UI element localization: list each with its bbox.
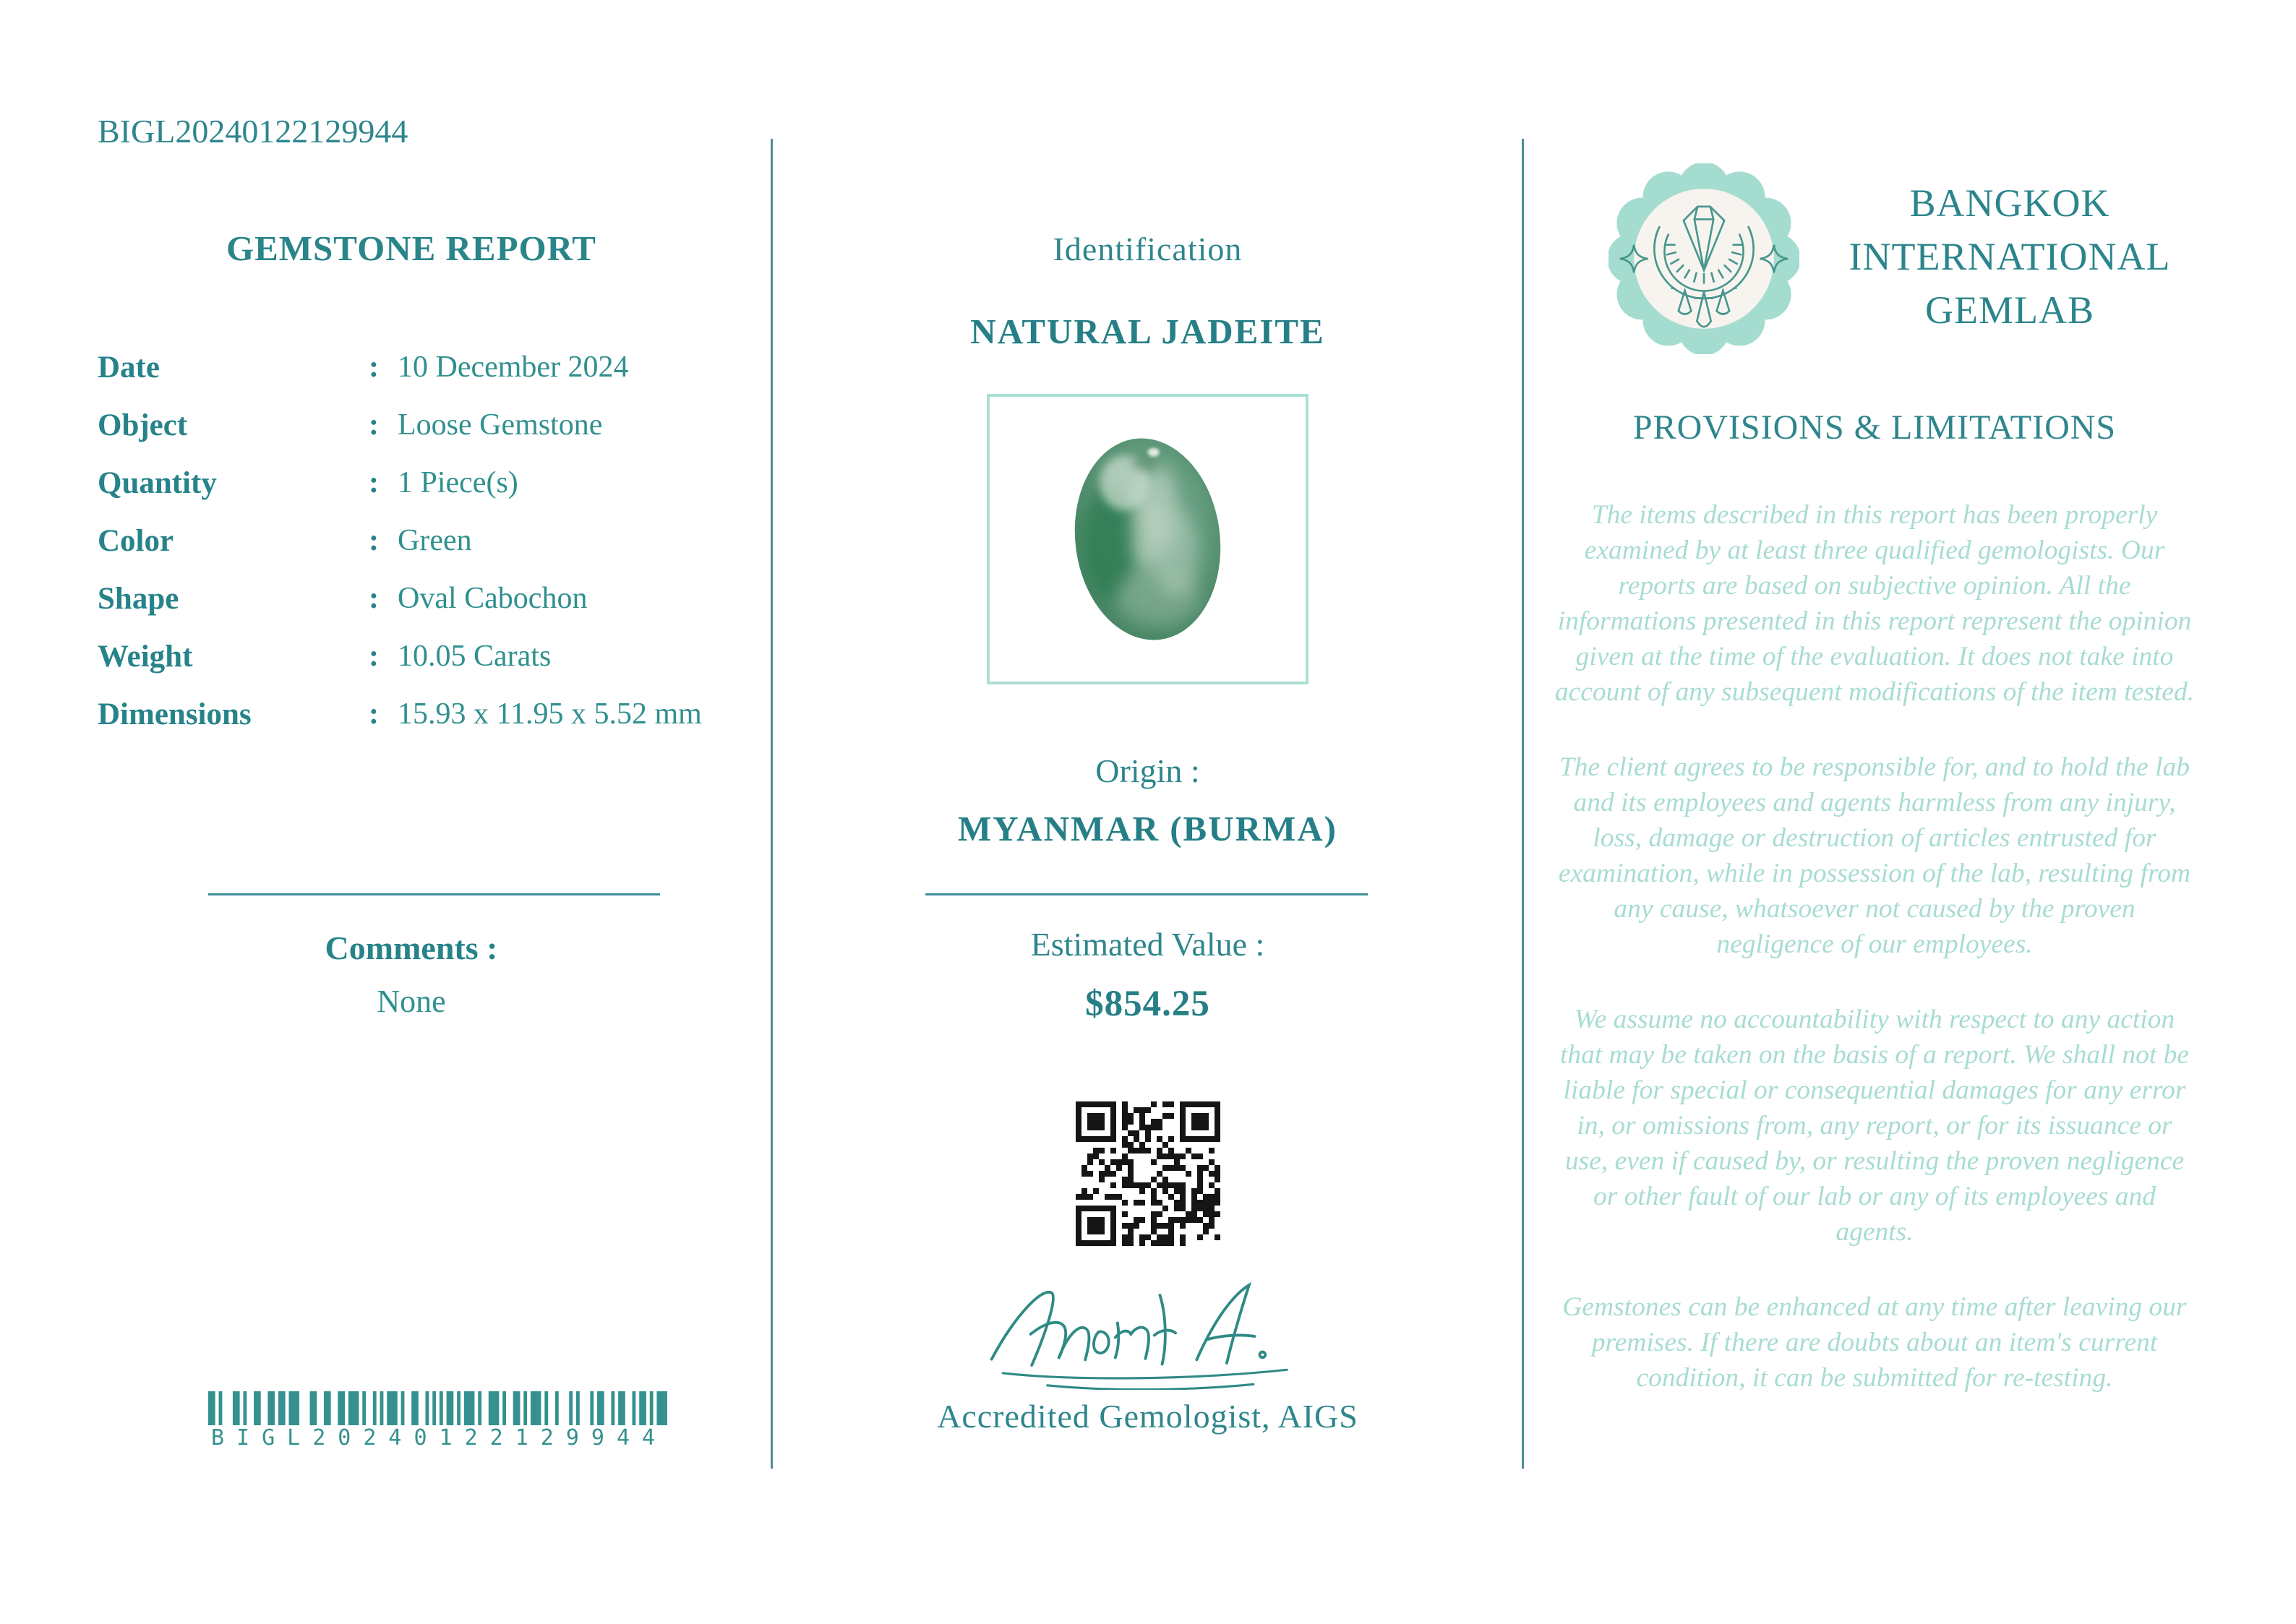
provisions-paragraph: Gemstones can be enhanced at any time after leaving our premises. If there are doubts about an item's current condition, it can be submitted for re-testing. xyxy=(1562,1292,2187,1393)
comments-label: Comments : xyxy=(325,929,498,966)
lab-name xyxy=(1775,176,2245,337)
provisions-paragraph: The items described in this report has been properly examined by at least three qualified gemologists. Our reports are based on subjective opinion. All the informations presented in this report represent the opinion given at the time of the evaluation. It does not take into account of any subsequent modifications of the item tested. xyxy=(1554,500,2195,707)
field-label: Quantity xyxy=(98,465,217,500)
field-value: Green xyxy=(398,524,472,557)
gem-name: NATURAL JADEITE xyxy=(970,312,1325,351)
provisions-paragraph: We assume no accountability with respect to any action that may be taken on the basis of a report. We shall not be liable for special or consequential damages for any error in, or omissions from, any report, or for its issuance or use, even if caused by, or resulting the proven negligence or other fault of our lab or any of its employees and agents. xyxy=(1559,1005,2190,1247)
field-row-quantity xyxy=(98,454,741,512)
field-label: Dimensions xyxy=(98,697,252,731)
field-label: Shape xyxy=(98,581,179,616)
gem-photo xyxy=(1066,431,1229,648)
field-label: Color xyxy=(98,523,174,558)
gem-photo-frame xyxy=(987,394,1308,684)
barcode xyxy=(208,1391,667,1425)
field-value: Oval Cabochon xyxy=(398,582,588,615)
value-divider xyxy=(925,893,1368,895)
estimated-value-label: Estimated Value : xyxy=(1030,926,1265,963)
field-colon: : xyxy=(369,351,379,384)
field-value: 15.93 x 11.95 x 5.52 mm xyxy=(398,697,702,731)
field-value: 10 December 2024 xyxy=(398,351,629,384)
report-title: GEMSTONE REPORT xyxy=(226,228,596,268)
field-row-object xyxy=(98,396,741,454)
gemologist-line: Accredited Gemologist, AIGS xyxy=(937,1398,1358,1435)
identification-heading: Identification xyxy=(1053,231,1243,267)
detail-fields xyxy=(98,338,741,743)
lab-logo xyxy=(1609,163,1799,354)
provisions-title: PROVISIONS & LIMITATIONS xyxy=(1632,408,2117,447)
field-value: 10.05 Carats xyxy=(398,640,552,673)
comments-value: None xyxy=(377,984,446,1019)
field-colon: : xyxy=(369,640,379,673)
field-value: 1 Piece(s) xyxy=(398,466,518,499)
comments-divider xyxy=(208,893,660,895)
lab-name-line: INTERNATIONAL xyxy=(1849,235,2171,278)
field-row-weight xyxy=(98,627,741,685)
field-label: Object xyxy=(98,408,188,442)
field-colon: : xyxy=(369,697,379,731)
field-value: Loose Gemstone xyxy=(398,408,603,442)
qr-code xyxy=(1076,1101,1220,1246)
lab-name-line: BANGKOK xyxy=(1909,181,2110,225)
origin-label: Origin : xyxy=(1095,752,1200,789)
field-row-color xyxy=(98,512,741,570)
signature xyxy=(936,1256,1359,1390)
field-colon: : xyxy=(369,408,379,442)
provisions-text xyxy=(1554,497,2195,1435)
field-colon: : xyxy=(369,582,379,615)
lab-name-line: GEMLAB xyxy=(1925,288,2094,332)
field-row-dimensions xyxy=(98,685,741,743)
field-label: Weight xyxy=(98,639,193,674)
field-colon: : xyxy=(369,524,379,557)
field-colon: : xyxy=(369,466,379,499)
provisions-paragraph: The client agrees to be responsible for, and to hold the lab and its employees and agents harmless from any injury, loss, damage or destruction of articles entrusted for examination, while in possession of the lab, resulting from any cause, whatsoever not caused by the proven negligence of our employees. xyxy=(1558,752,2191,959)
origin-value: MYANMAR (BURMA) xyxy=(958,809,1337,848)
barcode-text: BIGL20240122129944 xyxy=(211,1425,668,1451)
estimated-value-amount: $854.25 xyxy=(1085,984,1210,1024)
field-row-date xyxy=(98,338,741,396)
field-label: Date xyxy=(98,350,160,384)
report-number: BIGL20240122129944 xyxy=(98,113,408,150)
field-row-shape xyxy=(98,570,741,627)
